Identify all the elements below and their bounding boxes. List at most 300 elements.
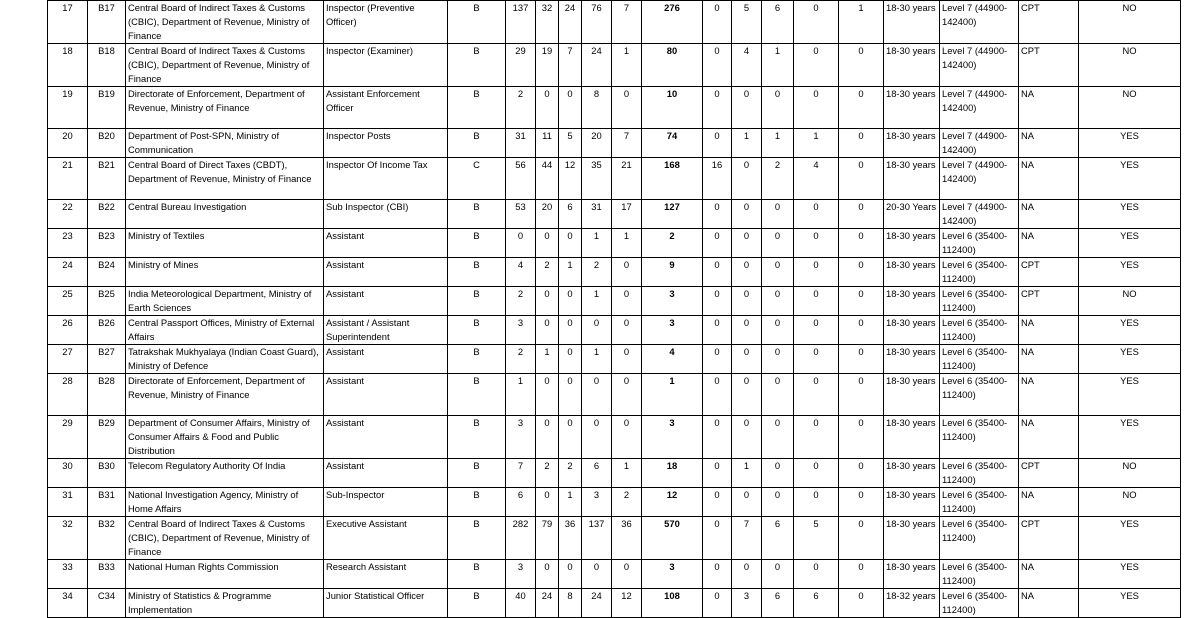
pay-level-cell: Level 6 (35400-112400) [940,316,1019,345]
total-count-cell: 276 [642,1,703,44]
vh-count-cell: 0 [762,287,794,316]
post-name-cell: Assistant [324,416,448,459]
hh-count-cell: 1 [732,459,762,488]
st-count-cell: 1 [559,488,582,517]
esm-cell: NO [1079,287,1181,316]
hh-count-cell: 0 [732,560,762,589]
table-row [48,200,1181,229]
age-limit-cell: 18-30 years [884,44,940,87]
oh-count-cell: 0 [703,44,732,87]
sc-count-cell: 79 [536,517,559,560]
group-cell: B [448,1,506,44]
age-limit-cell: 18-32 years [884,589,940,618]
age-limit-cell: 18-30 years [884,459,940,488]
table-row [48,229,1181,258]
sc-count-cell: 0 [536,229,559,258]
st-count-cell: 0 [559,374,582,416]
department-cell: Central Passport Offices, Ministry of External Affairs [126,316,324,345]
post-name-cell: Assistant / Assistant Superintendent [324,316,448,345]
post-name-cell: Assistant [324,459,448,488]
table-row [48,488,1181,517]
department-cell: Tatrakshak Mukhyalaya (Indian Coast Guard), Ministry of Defence [126,345,324,374]
hh-count-cell: 0 [732,87,762,129]
post-name-cell: Executive Assistant [324,517,448,560]
vh-count-cell: 0 [762,229,794,258]
st-count-cell: 0 [559,560,582,589]
group-cell: B [448,560,506,589]
total-count-cell: 9 [642,258,703,287]
group-cell: B [448,316,506,345]
esm-cell: NO [1079,459,1181,488]
serial-no-cell: 28 [48,374,88,416]
post-name-cell: Assistant [324,374,448,416]
hh-count-cell: 3 [732,589,762,618]
post-name-cell: Junior Statistical Officer [324,589,448,618]
total-count-cell: 74 [642,129,703,158]
sc-count-cell: 0 [536,560,559,589]
oh-count-cell: 0 [703,258,732,287]
st-count-cell: 24 [559,1,582,44]
table-row [48,1,1181,44]
ur-count-cell: 6 [506,488,536,517]
other-count-cell: 0 [839,589,884,618]
esm-cell: YES [1079,129,1181,158]
ur-count-cell: 40 [506,589,536,618]
obc-count-cell: 0 [582,560,612,589]
post-code-cell: B19 [88,87,126,129]
group-cell: B [448,229,506,258]
sc-count-cell: 19 [536,44,559,87]
pwd-other-count-cell: 4 [794,158,839,200]
hh-count-cell: 0 [732,287,762,316]
age-limit-cell: 18-30 years [884,488,940,517]
table-row [48,258,1181,287]
post-name-cell: Assistant Enforcement Officer [324,87,448,129]
esm-cell: YES [1079,345,1181,374]
requirement-cell: NA [1019,345,1079,374]
post-name-cell: Assistant [324,345,448,374]
oh-count-cell: 0 [703,345,732,374]
group-cell: B [448,258,506,287]
department-cell: Ministry of Textiles [126,229,324,258]
esm-cell: YES [1079,560,1181,589]
ur-count-cell: 3 [506,316,536,345]
hh-count-cell: 4 [732,44,762,87]
serial-no-cell: 19 [48,87,88,129]
serial-no-cell: 30 [48,459,88,488]
post-code-cell: B24 [88,258,126,287]
other-count-cell: 0 [839,459,884,488]
esm-cell: NO [1079,1,1181,44]
st-count-cell: 8 [559,589,582,618]
ur-count-cell: 137 [506,1,536,44]
oh-count-cell: 0 [703,517,732,560]
department-cell: Central Bureau Investigation [126,200,324,229]
hh-count-cell: 0 [732,229,762,258]
requirement-cell: NA [1019,488,1079,517]
ews-count-cell: 12 [612,589,642,618]
group-cell: B [448,129,506,158]
serial-no-cell: 20 [48,129,88,158]
total-count-cell: 570 [642,517,703,560]
pay-level-cell: Level 6 (35400-112400) [940,517,1019,560]
pwd-other-count-cell: 0 [794,560,839,589]
obc-count-cell: 0 [582,316,612,345]
obc-count-cell: 1 [582,229,612,258]
total-count-cell: 80 [642,44,703,87]
ews-count-cell: 0 [612,560,642,589]
pwd-other-count-cell: 0 [794,87,839,129]
serial-no-cell: 24 [48,258,88,287]
ews-count-cell: 7 [612,129,642,158]
other-count-cell: 0 [839,560,884,589]
obc-count-cell: 24 [582,589,612,618]
department-cell: Telecom Regulatory Authority Of India [126,459,324,488]
pay-level-cell: Level 6 (35400-112400) [940,416,1019,459]
total-count-cell: 3 [642,560,703,589]
vh-count-cell: 6 [762,1,794,44]
sc-count-cell: 0 [536,488,559,517]
sc-count-cell: 44 [536,158,559,200]
sc-count-cell: 0 [536,87,559,129]
total-count-cell: 12 [642,488,703,517]
obc-count-cell: 0 [582,374,612,416]
age-limit-cell: 18-30 years [884,1,940,44]
obc-count-cell: 0 [582,416,612,459]
oh-count-cell: 0 [703,589,732,618]
st-count-cell: 12 [559,158,582,200]
st-count-cell: 0 [559,87,582,129]
hh-count-cell: 7 [732,517,762,560]
pwd-other-count-cell: 0 [794,416,839,459]
pwd-other-count-cell: 0 [794,200,839,229]
esm-cell: YES [1079,416,1181,459]
post-name-cell: Sub Inspector (CBI) [324,200,448,229]
pwd-other-count-cell: 0 [794,287,839,316]
obc-count-cell: 2 [582,258,612,287]
oh-count-cell: 16 [703,158,732,200]
serial-no-cell: 21 [48,158,88,200]
pwd-other-count-cell: 0 [794,229,839,258]
other-count-cell: 0 [839,374,884,416]
pwd-other-count-cell: 0 [794,374,839,416]
total-count-cell: 168 [642,158,703,200]
oh-count-cell: 0 [703,316,732,345]
pay-level-cell: Level 7 (44900-142400) [940,129,1019,158]
age-limit-cell: 18-30 years [884,316,940,345]
total-count-cell: 3 [642,287,703,316]
table-row [48,287,1181,316]
pwd-other-count-cell: 0 [794,459,839,488]
ur-count-cell: 53 [506,200,536,229]
requirement-cell: NA [1019,316,1079,345]
ur-count-cell: 56 [506,158,536,200]
vh-count-cell: 0 [762,560,794,589]
post-code-cell: B28 [88,374,126,416]
post-name-cell: Inspector Of Income Tax [324,158,448,200]
ews-count-cell: 0 [612,374,642,416]
other-count-cell: 0 [839,44,884,87]
department-cell: Directorate of Enforcement, Department of Revenue, Ministry of Finance [126,87,324,129]
ews-count-cell: 17 [612,200,642,229]
obc-count-cell: 1 [582,287,612,316]
ur-count-cell: 0 [506,229,536,258]
hh-count-cell: 0 [732,200,762,229]
department-cell: Central Board of Indirect Taxes & Customs (CBIC), Department of Revenue, Ministry of Finance [126,517,324,560]
requirement-cell: NA [1019,87,1079,129]
age-limit-cell: 18-30 years [884,560,940,589]
oh-count-cell: 0 [703,1,732,44]
requirement-cell: NA [1019,589,1079,618]
oh-count-cell: 0 [703,287,732,316]
st-count-cell: 5 [559,129,582,158]
oh-count-cell: 0 [703,560,732,589]
serial-no-cell: 17 [48,1,88,44]
requirement-cell: CPT [1019,459,1079,488]
obc-count-cell: 35 [582,158,612,200]
ews-count-cell: 0 [612,416,642,459]
vh-count-cell: 0 [762,345,794,374]
obc-count-cell: 1 [582,345,612,374]
pwd-other-count-cell: 0 [794,316,839,345]
oh-count-cell: 0 [703,129,732,158]
total-count-cell: 108 [642,589,703,618]
group-cell: B [448,416,506,459]
total-count-cell: 18 [642,459,703,488]
serial-no-cell: 29 [48,416,88,459]
post-code-cell: B21 [88,158,126,200]
oh-count-cell: 0 [703,374,732,416]
requirement-cell: CPT [1019,44,1079,87]
sc-count-cell: 0 [536,416,559,459]
obc-count-cell: 24 [582,44,612,87]
table-row [48,316,1181,345]
obc-count-cell: 8 [582,87,612,129]
requirement-cell: CPT [1019,1,1079,44]
esm-cell: YES [1079,517,1181,560]
table-row [48,589,1181,618]
hh-count-cell: 5 [732,1,762,44]
post-code-cell: B30 [88,459,126,488]
st-count-cell: 0 [559,316,582,345]
oh-count-cell: 0 [703,488,732,517]
pay-level-cell: Level 7 (44900-142400) [940,158,1019,200]
requirement-cell: NA [1019,560,1079,589]
hh-count-cell: 1 [732,129,762,158]
department-cell: National Investigation Agency, Ministry of Home Affairs [126,488,324,517]
table-row [48,345,1181,374]
sc-count-cell: 2 [536,459,559,488]
pwd-other-count-cell: 1 [794,129,839,158]
ur-count-cell: 2 [506,87,536,129]
post-code-cell: B23 [88,229,126,258]
requirement-cell: NA [1019,158,1079,200]
sc-count-cell: 2 [536,258,559,287]
st-count-cell: 36 [559,517,582,560]
hh-count-cell: 0 [732,345,762,374]
age-limit-cell: 18-30 years [884,87,940,129]
oh-count-cell: 0 [703,200,732,229]
post-code-cell: C34 [88,589,126,618]
post-code-cell: B27 [88,345,126,374]
sc-count-cell: 0 [536,316,559,345]
pwd-other-count-cell: 6 [794,589,839,618]
vh-count-cell: 6 [762,589,794,618]
obc-count-cell: 31 [582,200,612,229]
pay-level-cell: Level 7 (44900-142400) [940,87,1019,129]
pay-level-cell: Level 6 (35400-112400) [940,459,1019,488]
hh-count-cell: 0 [732,158,762,200]
group-cell: B [448,374,506,416]
vh-count-cell: 0 [762,374,794,416]
post-name-cell: Inspector Posts [324,129,448,158]
other-count-cell: 0 [839,416,884,459]
oh-count-cell: 0 [703,87,732,129]
age-limit-cell: 18-30 years [884,374,940,416]
vh-count-cell: 0 [762,416,794,459]
post-name-cell: Assistant [324,287,448,316]
pay-level-cell: Level 7 (44900-142400) [940,200,1019,229]
requirement-cell: NA [1019,200,1079,229]
group-cell: B [448,44,506,87]
sc-count-cell: 20 [536,200,559,229]
esm-cell: YES [1079,158,1181,200]
pwd-other-count-cell: 0 [794,44,839,87]
esm-cell: YES [1079,200,1181,229]
serial-no-cell: 32 [48,517,88,560]
vh-count-cell: 1 [762,44,794,87]
ews-count-cell: 1 [612,459,642,488]
requirement-cell: NA [1019,129,1079,158]
other-count-cell: 1 [839,1,884,44]
group-cell: C [448,158,506,200]
age-limit-cell: 18-30 years [884,517,940,560]
esm-cell: YES [1079,316,1181,345]
serial-no-cell: 26 [48,316,88,345]
st-count-cell: 0 [559,229,582,258]
group-cell: B [448,87,506,129]
age-limit-cell: 18-30 years [884,258,940,287]
serial-no-cell: 34 [48,589,88,618]
table-row [48,560,1181,589]
other-count-cell: 0 [839,158,884,200]
department-cell: National Human Rights Commission [126,560,324,589]
vh-count-cell: 6 [762,517,794,560]
serial-no-cell: 31 [48,488,88,517]
pwd-other-count-cell: 0 [794,258,839,287]
vh-count-cell: 0 [762,488,794,517]
ur-count-cell: 2 [506,345,536,374]
vh-count-cell: 1 [762,129,794,158]
age-limit-cell: 18-30 years [884,129,940,158]
esm-cell: NO [1079,44,1181,87]
obc-count-cell: 6 [582,459,612,488]
ews-count-cell: 0 [612,345,642,374]
other-count-cell: 0 [839,287,884,316]
vh-count-cell: 0 [762,258,794,287]
sc-count-cell: 1 [536,345,559,374]
sc-count-cell: 0 [536,374,559,416]
total-count-cell: 3 [642,316,703,345]
ews-count-cell: 0 [612,87,642,129]
other-count-cell: 0 [839,129,884,158]
total-count-cell: 2 [642,229,703,258]
serial-no-cell: 33 [48,560,88,589]
vh-count-cell: 0 [762,87,794,129]
post-code-cell: B26 [88,316,126,345]
department-cell: Ministry of Statistics & Programme Implementation [126,589,324,618]
department-cell: Central Board of Direct Taxes (CBDT), Department of Revenue, Ministry of Finance [126,158,324,200]
other-count-cell: 0 [839,229,884,258]
pay-level-cell: Level 6 (35400-112400) [940,258,1019,287]
age-limit-cell: 18-30 years [884,345,940,374]
table-row [48,158,1181,200]
group-cell: B [448,517,506,560]
post-code-cell: B18 [88,44,126,87]
serial-no-cell: 27 [48,345,88,374]
table-row [48,517,1181,560]
other-count-cell: 0 [839,517,884,560]
hh-count-cell: 0 [732,316,762,345]
post-code-cell: B22 [88,200,126,229]
total-count-cell: 1 [642,374,703,416]
obc-count-cell: 137 [582,517,612,560]
post-name-cell: Research Assistant [324,560,448,589]
oh-count-cell: 0 [703,416,732,459]
total-count-cell: 3 [642,416,703,459]
esm-cell: YES [1079,374,1181,416]
other-count-cell: 0 [839,345,884,374]
department-cell: Ministry of Mines [126,258,324,287]
age-limit-cell: 18-30 years [884,229,940,258]
department-cell: Department of Post-SPN, Ministry of Communication [126,129,324,158]
hh-count-cell: 0 [732,488,762,517]
st-count-cell: 0 [559,287,582,316]
ur-count-cell: 1 [506,374,536,416]
pay-level-cell: Level 6 (35400-112400) [940,229,1019,258]
obc-count-cell: 76 [582,1,612,44]
post-name-cell: Assistant [324,229,448,258]
table-row [48,459,1181,488]
table-row [48,129,1181,158]
st-count-cell: 0 [559,345,582,374]
pwd-other-count-cell: 0 [794,1,839,44]
vacancy-table [47,0,1181,618]
ur-count-cell: 7 [506,459,536,488]
pay-level-cell: Level 6 (35400-112400) [940,287,1019,316]
post-code-cell: B32 [88,517,126,560]
age-limit-cell: 20-30 Years [884,200,940,229]
requirement-cell: NA [1019,229,1079,258]
table-row [48,374,1181,416]
st-count-cell: 6 [559,200,582,229]
oh-count-cell: 0 [703,229,732,258]
post-code-cell: B29 [88,416,126,459]
other-count-cell: 0 [839,200,884,229]
group-cell: B [448,488,506,517]
sc-count-cell: 0 [536,287,559,316]
group-cell: B [448,287,506,316]
group-cell: B [448,459,506,488]
ur-count-cell: 3 [506,416,536,459]
total-count-cell: 10 [642,87,703,129]
other-count-cell: 0 [839,87,884,129]
pay-level-cell: Level 6 (35400-112400) [940,589,1019,618]
esm-cell: YES [1079,229,1181,258]
age-limit-cell: 18-30 years [884,287,940,316]
serial-no-cell: 18 [48,44,88,87]
post-name-cell: Inspector (Examiner) [324,44,448,87]
